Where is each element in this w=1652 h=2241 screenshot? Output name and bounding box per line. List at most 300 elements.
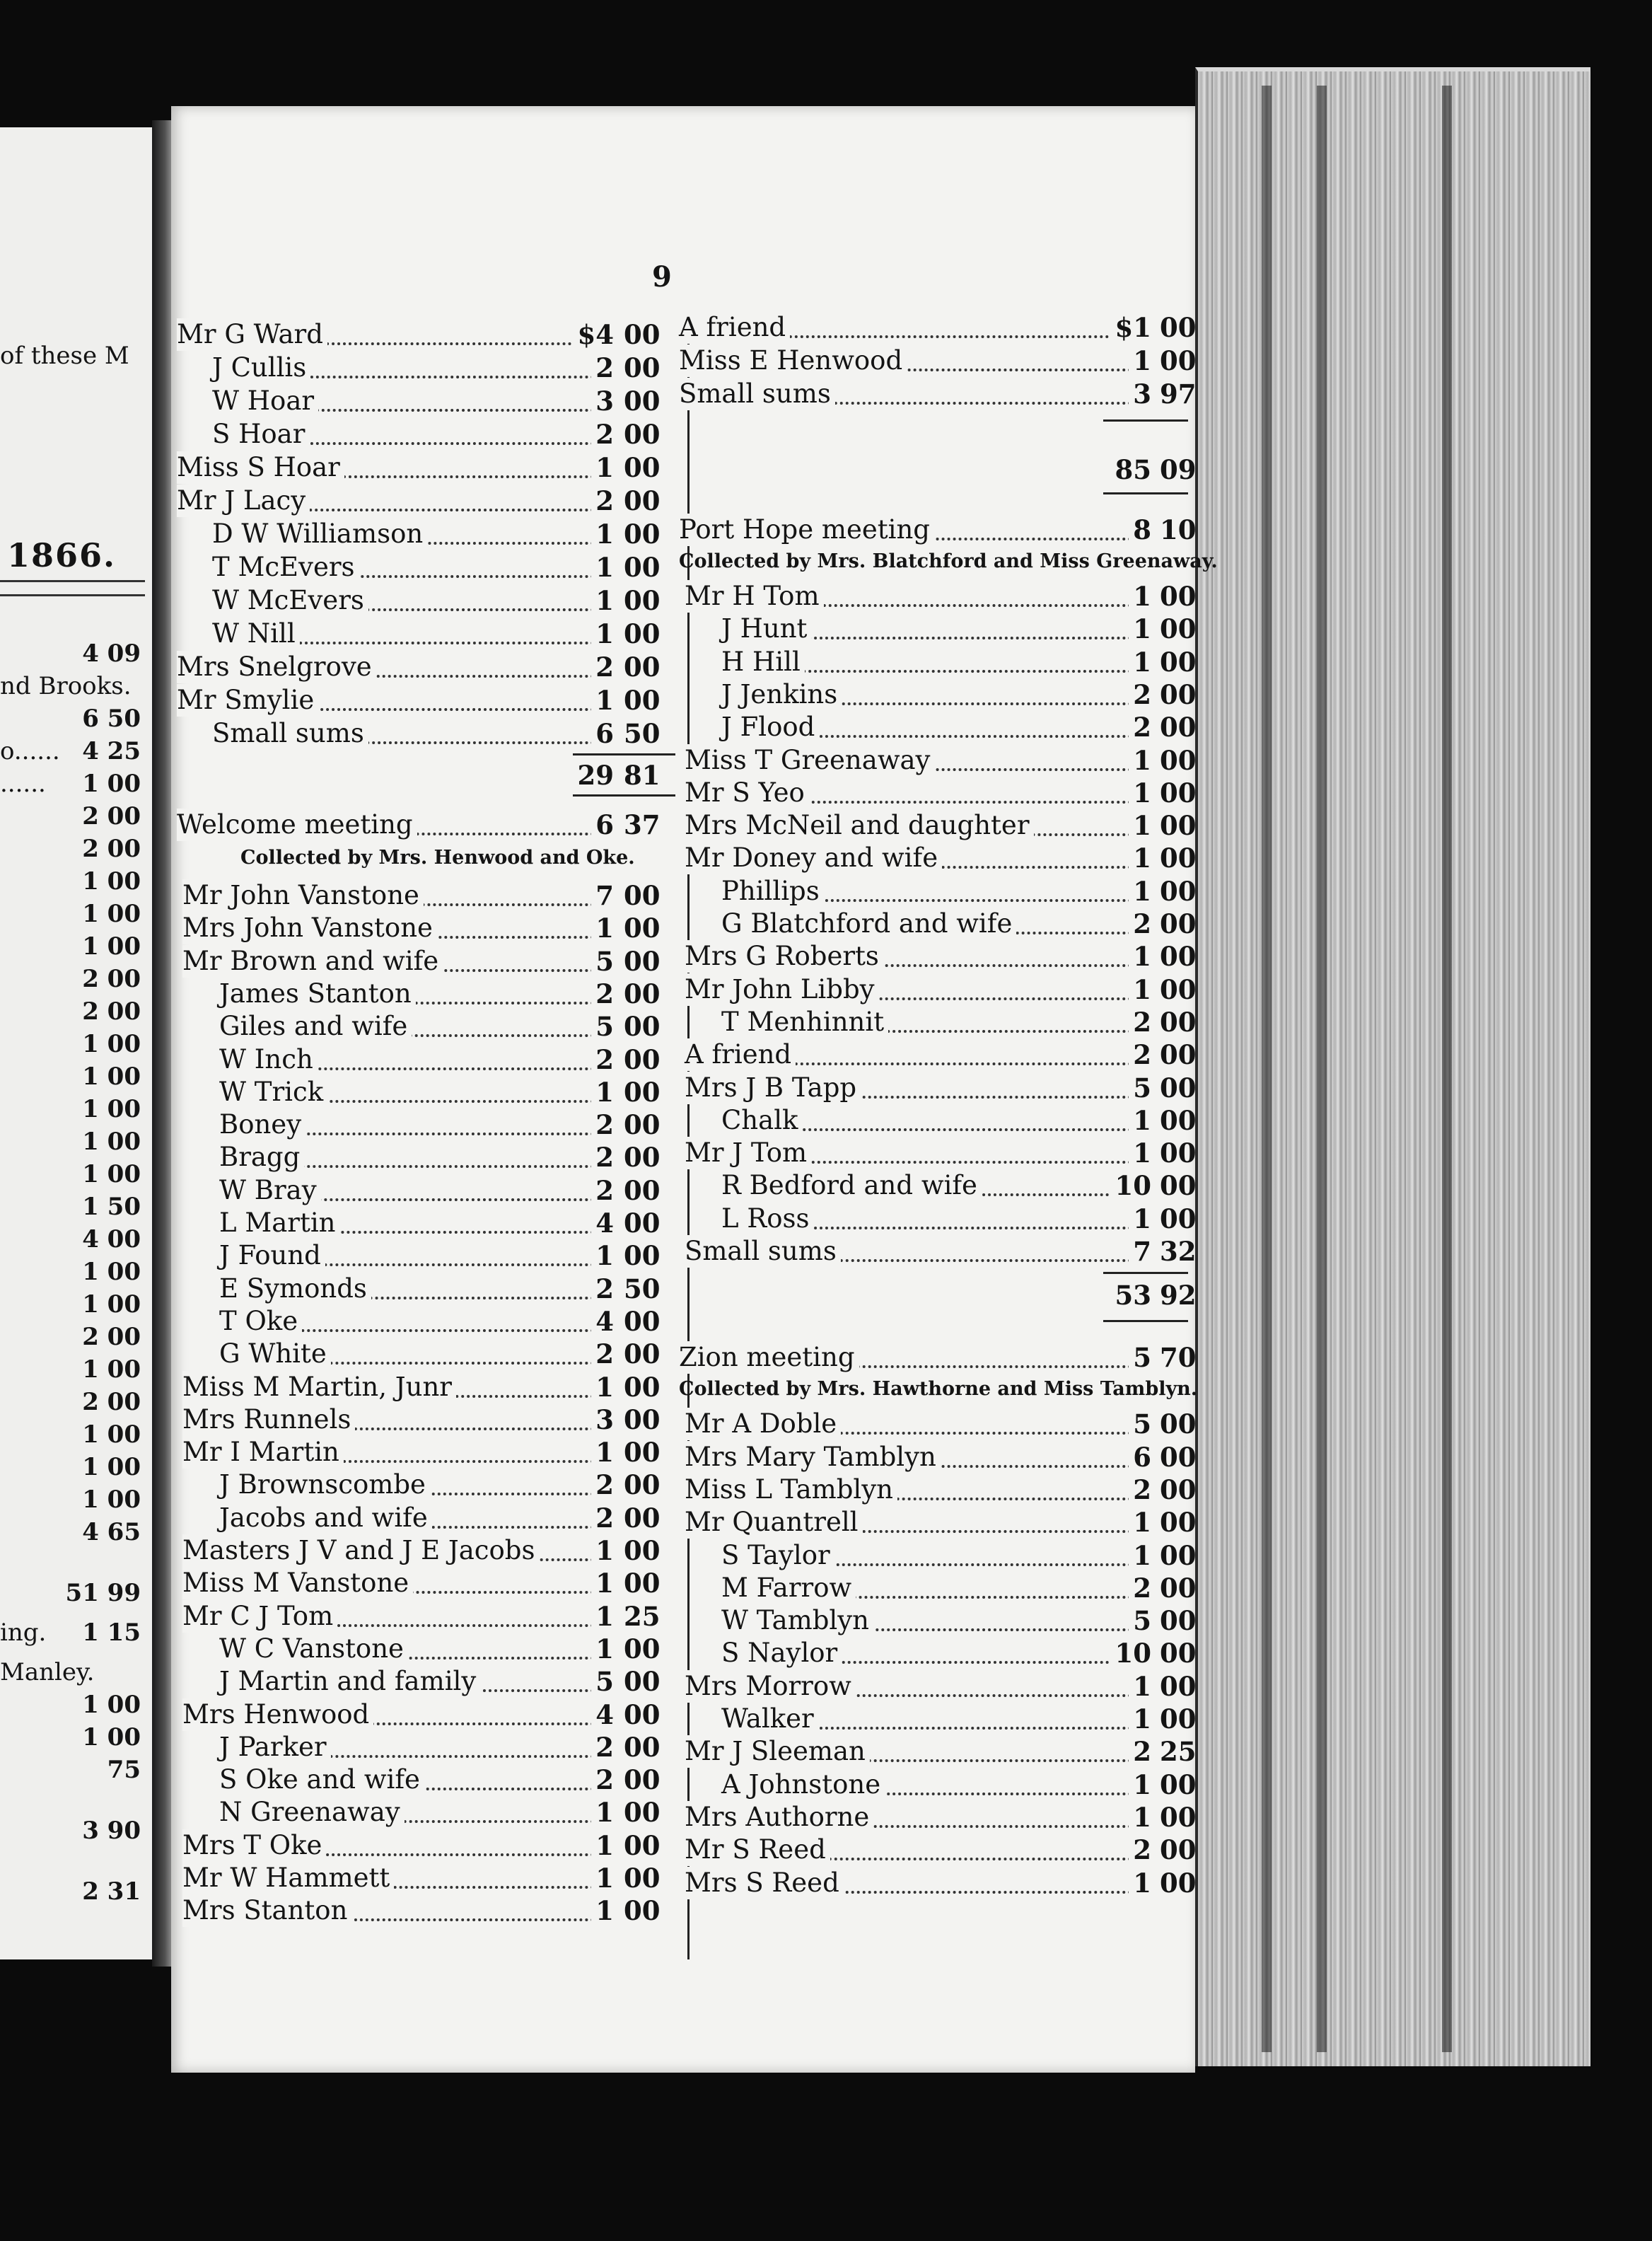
left-page-row: [0, 1688, 145, 1722]
entry-dollars: 1: [591, 1796, 614, 1829]
entry-name: T McEvers: [212, 551, 359, 584]
ledger-entry: [177, 717, 697, 750]
entry-name: Mrs John Vanstone: [182, 912, 437, 944]
entry-dollars: 5: [591, 945, 614, 978]
total-rule: [573, 753, 675, 755]
entry-name: Small sums: [212, 717, 368, 750]
entry-dollars: 2: [591, 1502, 614, 1534]
left-page-row-amount: 1 00: [82, 1723, 141, 1751]
entry-dollars: 4: [591, 1698, 614, 1731]
left-page-row-amount: 1 00: [82, 1290, 141, 1319]
entry-dollars: 2: [1129, 1006, 1151, 1038]
ledger-entry: [679, 1169, 1195, 1202]
entry-cents: 00: [624, 978, 661, 1009]
entry-dollars: 7: [1129, 1235, 1151, 1268]
entry-dollars: 2: [591, 1731, 614, 1764]
entry-dollars: 7: [591, 879, 614, 912]
left-page-row-amount: 1 00: [82, 1160, 141, 1188]
left-page-row-amount: 6 50: [82, 705, 141, 733]
entry-name: Miss M Vanstone: [182, 1567, 413, 1599]
entry-cents: 00: [1160, 1539, 1197, 1571]
left-page-row-amount: 51 99: [65, 1579, 141, 1607]
entry-dollars: 1: [1129, 1137, 1151, 1169]
entry-dollars: 2: [591, 1338, 614, 1370]
entry-cents: 00: [1160, 744, 1197, 776]
left-page-row: [0, 832, 145, 866]
entry-cents: 00: [1160, 908, 1197, 939]
book-page-edges: [1195, 67, 1590, 2066]
entry-dollars: 2: [591, 651, 614, 683]
previous-page-fragment: [0, 127, 153, 1959]
entry-cents: 00: [624, 1076, 661, 1108]
entry-dollars: 1: [1129, 940, 1151, 973]
entry-name: E Symonds: [219, 1273, 371, 1305]
entry-name: L Martin: [219, 1207, 340, 1239]
entry-cents: 00: [1160, 1170, 1197, 1202]
entry-name: T Menhinnit: [721, 1006, 888, 1038]
entry-name: Mrs S Reed: [685, 1867, 844, 1899]
subtotal-amount: [177, 759, 697, 792]
left-page-header-fragment: of these M: [0, 342, 129, 370]
entry-name: N Greenaway: [219, 1796, 405, 1829]
entry-name: Mrs Morrow: [685, 1670, 856, 1703]
entry-cents: 00: [624, 1764, 661, 1796]
entry-cents: 00: [1160, 941, 1197, 973]
entry-dollars: 1: [1129, 613, 1151, 645]
entry-name: A Johnstone: [721, 1768, 885, 1801]
left-page-row-amount: 2 31: [82, 1877, 141, 1906]
left-page-row-amount: 4 00: [82, 1225, 141, 1253]
entry-name: Miss M Martin, Junr: [182, 1371, 456, 1403]
left-page-row: [0, 1753, 145, 1787]
entry-cents: 00: [1160, 1441, 1197, 1473]
entry-dollars: 2: [1129, 908, 1151, 940]
left-page-row-amount: 1 00: [82, 1453, 141, 1481]
entry-name: W Trick: [219, 1076, 327, 1108]
entry-name: Mr J Lacy: [177, 485, 310, 517]
total-rule: [573, 794, 675, 797]
entry-dollars: 1: [1129, 1104, 1151, 1137]
left-page-row: [0, 1287, 145, 1321]
entry-cents: 00: [1160, 1408, 1197, 1440]
entry-cents: 00: [624, 1731, 661, 1763]
entry-cents: 00: [624, 1633, 661, 1664]
ledger-entry: [177, 1894, 697, 1927]
entry-dollars: 1: [591, 684, 614, 717]
entry-dollars: 4: [591, 1305, 614, 1338]
left-page-row-amount: 1 00: [82, 867, 141, 896]
entry-dollars: 5: [1129, 1604, 1151, 1637]
entry-dollars: 5: [1129, 1408, 1151, 1440]
collected-by-note: Collected by Mrs. Hawthorne and Miss Tamblyn.: [679, 1378, 1198, 1401]
left-page-row: [0, 1515, 145, 1549]
subtotal-amount: [679, 1279, 1195, 1311]
entry-cents: 00: [1160, 1867, 1197, 1899]
entry-cents: 00: [1160, 1834, 1197, 1866]
ledger-entry: [177, 1665, 697, 1698]
entry-dollars: 2: [591, 978, 614, 1010]
left-page-row-amount: 1 00: [82, 900, 141, 928]
entry-name: Mrs Stanton: [182, 1894, 351, 1927]
entry-cents: 00: [1160, 1670, 1197, 1702]
entry-cents: 25: [1160, 1736, 1197, 1768]
page-number: 9: [652, 260, 672, 294]
left-page-row: [0, 1125, 145, 1159]
entry-name: H Hill: [721, 646, 805, 678]
entry-dollars: 1: [591, 1894, 614, 1927]
left-page-row-amount: 2 00: [82, 997, 141, 1026]
entry-name: James Stanton: [219, 978, 416, 1010]
entry-dollars: 1: [591, 1829, 614, 1862]
left-page-row: [0, 1418, 145, 1452]
entry-cents: 00: [1160, 646, 1197, 678]
entry-dollars: 1: [591, 584, 614, 617]
left-page-row: [0, 637, 145, 671]
entry-name: G White: [219, 1338, 331, 1370]
left-page-row-amount: 1 00: [82, 1355, 141, 1384]
entry-cents: 70: [1160, 1342, 1197, 1374]
left-page-rule: [0, 580, 145, 582]
entry-cents: 00: [1160, 973, 1197, 1005]
left-page-row-label: o......: [0, 737, 60, 765]
ledger-entry: [679, 378, 1195, 410]
total-rule: [1103, 419, 1188, 422]
entry-cents: 00: [624, 1371, 661, 1403]
entry-cents: 00: [1160, 613, 1197, 645]
entry-dollars: 1: [1129, 973, 1151, 1006]
left-page-row: [0, 864, 145, 898]
entry-dollars: 2: [1129, 1572, 1151, 1604]
entry-cents: 00: [624, 419, 661, 450]
left-page-row-amount: 75: [107, 1756, 141, 1784]
entry-cents: 00: [624, 1338, 661, 1370]
book-gutter: [152, 120, 173, 1967]
entry-cents: 00: [1160, 1203, 1197, 1234]
entry-dollars: $4: [574, 318, 615, 351]
left-page-row: [0, 930, 145, 963]
entry-name: Mr S Yeo: [685, 777, 809, 809]
entry-name: Mrs Snelgrove: [177, 651, 376, 683]
entry-name: W Bray: [219, 1174, 321, 1207]
entry-cents: 00: [1160, 712, 1197, 743]
entry-name: Giles and wife: [219, 1010, 412, 1043]
left-page-row: [0, 1385, 145, 1419]
entry-name: Welcome meeting: [177, 809, 417, 841]
left-page-row-amount: 1 15: [82, 1618, 141, 1647]
left-page-row-amount: 3 90: [82, 1817, 141, 1845]
entry-dollars: 2: [591, 1469, 614, 1501]
entry-name: Mr G Ward: [177, 318, 327, 351]
entry-cents: 32: [1160, 1236, 1197, 1267]
left-page-row-amount: 2 00: [82, 965, 141, 993]
entry-cents: 00: [1160, 810, 1197, 842]
entry-name: Mr J Sleeman: [685, 1735, 870, 1768]
ledger-entry: [177, 809, 697, 841]
entry-dollars: 2: [591, 485, 614, 517]
entry-name: J Found: [219, 1239, 325, 1272]
entry-name: Port Hope meeting: [679, 514, 934, 546]
entry-cents: 50: [624, 718, 661, 749]
ledger-entry: [177, 912, 697, 944]
entry-cents: 00: [1160, 345, 1197, 376]
entry-cents: 00: [624, 1174, 661, 1206]
collected-by-note: Collected by Mrs. Henwood and Oke.: [240, 847, 635, 869]
entry-name: A friend: [679, 311, 790, 344]
entry-dollars: 1: [1129, 777, 1151, 809]
entry-dollars: 2: [1129, 1473, 1151, 1506]
entry-name: W Tamblyn: [721, 1604, 873, 1637]
ledger-entry: [177, 1534, 697, 1567]
left-page-row-amount: 1 00: [82, 1691, 141, 1719]
edge-band: [1317, 86, 1327, 2052]
entry-dollars: 1: [1129, 1867, 1151, 1899]
entry-cents: 00: [624, 552, 661, 583]
left-page-row: [0, 1255, 145, 1289]
entry-dollars: 2: [591, 1764, 614, 1796]
entry-dollars: 3: [1129, 378, 1151, 410]
left-page-row: [0, 669, 145, 703]
entry-dollars: 1: [1129, 1703, 1151, 1735]
entry-dollars: 10: [1111, 1637, 1152, 1669]
entry-cents: 00: [624, 1535, 661, 1566]
entry-cents: 00: [624, 1403, 661, 1435]
entry-name: Mr I Martin: [182, 1436, 344, 1469]
entry-name: D W Williamson: [212, 518, 427, 550]
entry-name: Mr Brown and wife: [182, 945, 443, 978]
entry-name: Mr John Libby: [685, 973, 879, 1006]
entry-cents: 00: [624, 1502, 661, 1534]
entry-name: S Oke and wife: [219, 1764, 424, 1796]
entry-cents: 00: [624, 1208, 661, 1239]
left-page-row: [0, 1190, 145, 1224]
entry-dollars: 8: [1129, 514, 1151, 546]
entry-cents: 00: [1160, 1638, 1197, 1669]
left-page-row: [0, 1814, 145, 1848]
left-page-row: [0, 1353, 145, 1386]
entry-dollars: 1: [591, 912, 614, 944]
entry-cents: 00: [624, 585, 661, 616]
entry-cents: 00: [624, 913, 661, 944]
entry-name: Mr S Reed: [685, 1834, 830, 1866]
entry-dollars: 2: [1129, 678, 1151, 711]
left-page-row-amount: 4 25: [82, 737, 141, 765]
entry-dollars: 6: [591, 717, 614, 750]
entry-dollars: 2: [591, 1043, 614, 1076]
left-page-row-amount: 4 09: [82, 639, 141, 668]
entry-name: Phillips: [721, 875, 824, 908]
total-rule: [1103, 1272, 1188, 1274]
entry-cents: 00: [1160, 1104, 1197, 1136]
entry-name: Mr C J Tom: [182, 1600, 337, 1633]
left-page-row: [0, 1157, 145, 1191]
left-page-row: [0, 1720, 145, 1754]
subtotal-amount-dollars: 85: [1111, 453, 1152, 486]
entry-dollars: 1: [591, 618, 614, 650]
entry-cents: 00: [624, 1305, 661, 1337]
entry-cents: 00: [1160, 1605, 1197, 1637]
entry-cents: 00: [624, 1437, 661, 1469]
left-page-row-amount: 1 00: [82, 1030, 141, 1058]
left-page-row: [0, 962, 145, 996]
left-page-row-label: nd Brooks.: [0, 672, 132, 700]
entry-dollars: 1: [1129, 344, 1151, 377]
entry-name: Chalk: [721, 1104, 802, 1137]
left-page-row-amount: 2 00: [82, 1388, 141, 1416]
entry-dollars: 5: [1129, 1072, 1151, 1104]
entry-dollars: 1: [1129, 1506, 1151, 1539]
entry-dollars: 1: [591, 551, 614, 584]
entry-name: J Hunt: [721, 613, 811, 645]
entry-cents: 00: [624, 1829, 661, 1861]
entry-dollars: 1: [591, 1600, 614, 1633]
entry-name: L Ross: [721, 1203, 813, 1235]
entry-name: M Farrow: [721, 1572, 856, 1604]
entry-dollars: 1: [1129, 1203, 1151, 1235]
entry-dollars: 2: [591, 1174, 614, 1207]
entry-name: Miss T Greenaway: [685, 744, 934, 777]
left-page-row: [0, 1320, 145, 1354]
entry-name: Mrs Runnels: [182, 1403, 355, 1436]
ledger-entry: [679, 1235, 1195, 1268]
entry-dollars: 2: [1129, 1735, 1151, 1768]
entry-cents: 00: [624, 1698, 661, 1730]
total-rule: [1103, 492, 1188, 494]
left-page-rule: [0, 594, 145, 596]
entry-dollars: 6: [591, 809, 614, 841]
entry-name: Mrs J B Tapp: [685, 1072, 861, 1104]
entry-cents: 00: [624, 1895, 661, 1927]
entry-cents: 00: [1160, 1801, 1197, 1833]
entry-name: Walker: [721, 1703, 818, 1735]
entry-name: Small sums: [679, 378, 835, 410]
entry-cents: 00: [624, 519, 661, 550]
left-page-row-amount: 1 00: [82, 770, 141, 798]
entry-name: J Jenkins: [721, 678, 842, 711]
entry-name: G Blatchford and wife: [721, 908, 1016, 940]
entry-name: Jacobs and wife: [219, 1502, 432, 1534]
entry-name: Miss L Tamblyn: [685, 1473, 897, 1506]
entry-cents: 00: [1160, 1768, 1197, 1800]
entry-name: W C Vanstone: [219, 1633, 408, 1665]
entry-cents: 00: [1160, 1572, 1197, 1604]
entry-cents: 00: [624, 652, 661, 683]
entry-cents: 10: [1160, 514, 1197, 545]
entry-cents: 25: [624, 1600, 661, 1632]
entry-name: Mrs Mary Tamblyn: [685, 1441, 941, 1473]
entry-cents: 00: [1160, 1006, 1197, 1038]
entry-cents: 00: [624, 1863, 661, 1894]
ledger-entry: [177, 945, 697, 978]
entry-dollars: 1: [1129, 1539, 1151, 1572]
entry-dollars: 1: [1129, 580, 1151, 613]
entry-cents: 00: [1160, 1072, 1197, 1104]
left-page-row: [0, 799, 145, 833]
entry-name: A friend: [685, 1038, 796, 1071]
subtotal-amount-dollars: 29: [574, 759, 615, 792]
left-page-row-amount: 1 00: [82, 1486, 141, 1514]
entry-cents: 00: [624, 880, 661, 911]
left-page-row: [0, 1450, 145, 1484]
entry-cents: 00: [624, 1142, 661, 1174]
entry-name: W Hoar: [212, 385, 318, 417]
left-page-row: [0, 1875, 145, 1909]
left-page-row: [0, 1655, 145, 1689]
entry-dollars: 1: [591, 1534, 614, 1567]
left-page-row-amount: 1 00: [82, 1420, 141, 1449]
entry-name: J Cullis: [212, 352, 310, 384]
entry-name: Mr Quantrell: [685, 1506, 863, 1539]
entry-cents: 00: [624, 1797, 661, 1829]
left-page-row-amount: 1 00: [82, 932, 141, 961]
entry-name: Mrs Henwood: [182, 1698, 373, 1731]
entry-dollars: 5: [1129, 1341, 1151, 1374]
left-page-row-amount: 2 00: [82, 802, 141, 830]
entry-dollars: 1: [1129, 875, 1151, 908]
entry-dollars: 2: [1129, 711, 1151, 743]
entry-dollars: 1: [591, 451, 614, 484]
entry-dollars: 1: [591, 1633, 614, 1665]
entry-name: Mr H Tom: [685, 580, 824, 613]
left-page-row-amount: 2 00: [82, 835, 141, 863]
left-page-row: [0, 734, 145, 768]
entry-cents: 00: [624, 1666, 661, 1698]
left-page-row-label: Manley.: [0, 1658, 95, 1686]
entry-dollars: 2: [591, 1141, 614, 1174]
entry-cents: 00: [624, 685, 661, 716]
subtotal-amount-cents: 92: [1160, 1280, 1197, 1311]
entry-name: T Oke: [219, 1305, 302, 1338]
entry-dollars: $1: [1111, 311, 1152, 344]
ledger-entry: [679, 1341, 1195, 1374]
left-page-row-amount: 4 65: [82, 1518, 141, 1546]
entry-name: J Martin and family: [219, 1665, 480, 1698]
entry-name: Mrs G Roberts: [685, 940, 883, 973]
entry-dollars: 1: [591, 518, 614, 550]
entry-dollars: 1: [591, 1371, 614, 1403]
edge-band: [1442, 86, 1452, 2052]
entry-cents: 00: [624, 618, 661, 649]
ledger-entry: [679, 514, 1195, 546]
left-page-row: [0, 767, 145, 801]
entry-dollars: 2: [591, 1108, 614, 1141]
entry-name: Mr Smylie: [177, 684, 318, 717]
entry-name: Zion meeting: [679, 1341, 859, 1374]
entry-dollars: 1: [1129, 744, 1151, 777]
entry-name: W Inch: [219, 1043, 318, 1076]
entry-dollars: 1: [591, 1567, 614, 1599]
entry-dollars: 1: [591, 1862, 614, 1894]
left-page-row: [0, 995, 145, 1029]
entry-cents: 00: [1160, 1507, 1197, 1539]
entry-cents: 00: [624, 1011, 661, 1043]
left-page-row: [0, 1222, 145, 1256]
entry-name: Masters J V and J E Jacobs: [182, 1534, 539, 1567]
entry-dollars: 2: [591, 352, 614, 384]
ledger-entry: [679, 1867, 1195, 1899]
entry-cents: 00: [624, 1240, 661, 1272]
entry-cents: 00: [624, 452, 661, 483]
entry-dollars: 1: [1129, 809, 1151, 842]
entry-name: R Bedford and wife: [721, 1169, 982, 1202]
entry-name: Mrs Authorne: [685, 1801, 873, 1834]
left-page-row: [0, 1092, 145, 1126]
entry-cents: 00: [624, 945, 661, 977]
left-page-row-amount: 1 00: [82, 1128, 141, 1156]
entry-name: J Parker: [219, 1731, 331, 1764]
subtotal-amount-dollars: 53: [1111, 1279, 1152, 1311]
entry-cents: 00: [624, 1568, 661, 1599]
entry-dollars: 10: [1111, 1169, 1152, 1202]
